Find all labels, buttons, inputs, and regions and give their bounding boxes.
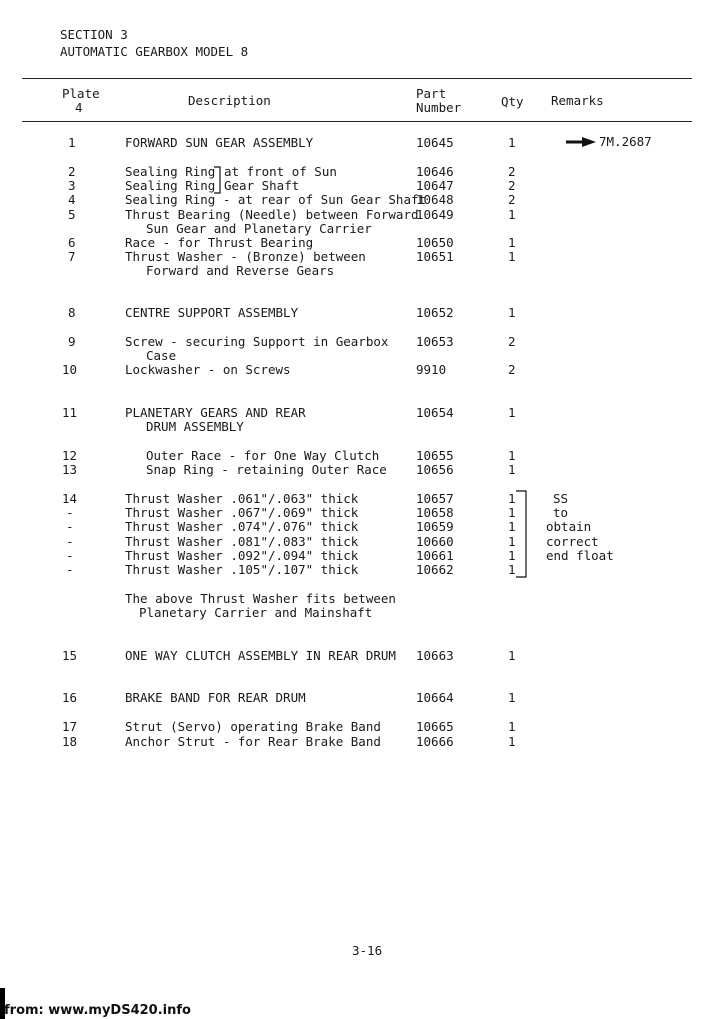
part-number: 10648 <box>416 192 454 207</box>
plate-no: 12 <box>62 448 78 463</box>
quantity: 1 <box>508 690 516 705</box>
plate-no: 5 <box>68 207 76 222</box>
quantity: 1 <box>508 405 516 420</box>
part-description: Sealing Ring <box>125 164 216 179</box>
part-number: 10658 <box>416 505 454 520</box>
part-description: Anchor Strut - for Rear Brake Band <box>125 734 381 749</box>
quantity: 2 <box>508 192 516 207</box>
quantity: 1 <box>508 548 516 563</box>
plate-no: 7 <box>68 249 76 264</box>
part-number: 10647 <box>416 178 454 193</box>
quantity: 2 <box>508 362 516 377</box>
plate-no: 1 <box>68 135 76 150</box>
plate-no: 14 <box>62 491 78 506</box>
part-number: 10653 <box>416 334 454 349</box>
quantity: 1 <box>508 734 516 749</box>
watermark: from: www.myDS420.info <box>4 1003 191 1018</box>
part-description: Thrust Bearing (Needle) between Forward <box>125 207 419 222</box>
part-description: Thrust Washer .105"/.107" thick <box>125 562 359 577</box>
part-description-continued: DRUM ASSEMBLY <box>146 419 244 434</box>
part-description: Thrust Washer .074"/.076" thick <box>125 519 359 534</box>
part-description: Lockwasher - on Screws <box>125 362 291 377</box>
note-line-2: Planetary Carrier and Mainshaft <box>139 605 373 620</box>
col-plate-number: 4 <box>75 100 83 115</box>
grouping-bracket <box>212 165 222 195</box>
part-description: Thrust Washer .081"/.083" thick <box>125 534 359 549</box>
part-description: Screw - securing Support in Gearbox <box>125 334 389 349</box>
part-description: ONE WAY CLUTCH ASSEMBLY IN REAR DRUM <box>125 648 396 663</box>
arrow-right-icon <box>566 137 596 147</box>
quantity: 1 <box>508 462 516 477</box>
plate-no: 13 <box>62 462 78 477</box>
part-number: 10663 <box>416 648 454 663</box>
part-description: CENTRE SUPPORT ASSEMBLY <box>125 305 299 320</box>
quantity: 1 <box>508 562 516 577</box>
plate-no: - <box>66 519 74 534</box>
part-description-continued: Case <box>146 348 177 363</box>
part-number: 10650 <box>416 235 454 250</box>
part-description: Snap Ring - retaining Outer Race <box>146 462 387 477</box>
part-description: Thrust Washer .061"/.063" thick <box>125 491 359 506</box>
part-number: 10652 <box>416 305 454 320</box>
part-number: 10649 <box>416 207 454 222</box>
part-number: 10645 <box>416 135 454 150</box>
part-description: PLANETARY GEARS AND REAR <box>125 405 306 420</box>
part-number: 10646 <box>416 164 454 179</box>
plate-no: - <box>66 534 74 549</box>
part-description-continued: Forward and Reverse Gears <box>146 263 335 278</box>
plate-no: - <box>66 505 74 520</box>
washer-group-bracket <box>514 489 528 581</box>
part-number: 10659 <box>416 519 454 534</box>
plate-no: 15 <box>62 648 78 663</box>
part-number: 10654 <box>416 405 454 420</box>
remark-reference: 7M.2687 <box>599 134 652 149</box>
quantity: 1 <box>508 719 516 734</box>
col-qty: Qty <box>501 94 524 109</box>
part-description: Thrust Washer - (Bronze) between <box>125 249 366 264</box>
part-description: BRAKE BAND FOR REAR DRUM <box>125 690 306 705</box>
part-description-note: at front of Sun <box>224 164 337 179</box>
col-part-label: Part <box>416 86 447 101</box>
plate-no: 4 <box>68 192 76 207</box>
washer-remark-line: to <box>553 505 569 520</box>
header-rule <box>22 121 692 122</box>
plate-no: 6 <box>68 235 76 250</box>
plate-no: 8 <box>68 305 76 320</box>
quantity: 2 <box>508 178 516 193</box>
quantity: 1 <box>508 519 516 534</box>
washer-remark-line: obtain <box>546 519 592 534</box>
part-number: 10655 <box>416 448 454 463</box>
part-description-note: Gear Shaft <box>224 178 300 193</box>
quantity: 2 <box>508 334 516 349</box>
part-number: 10656 <box>416 462 454 477</box>
quantity: 1 <box>508 505 516 520</box>
part-description: Outer Race - for One Way Clutch <box>146 448 380 463</box>
part-description: Sealing Ring <box>125 178 216 193</box>
quantity: 1 <box>508 648 516 663</box>
page-number: 3-16 <box>352 943 383 958</box>
quantity: 1 <box>508 207 516 222</box>
part-number: 9910 <box>416 362 447 377</box>
part-number: 10657 <box>416 491 454 506</box>
washer-remark-line: end float <box>546 548 614 563</box>
col-remarks: Remarks <box>551 93 604 108</box>
plate-no: 11 <box>62 405 78 420</box>
part-number: 10661 <box>416 548 454 563</box>
part-description-continued: Sun Gear and Planetary Carrier <box>146 221 372 236</box>
part-number: 10666 <box>416 734 454 749</box>
part-description: FORWARD SUN GEAR ASSEMBLY <box>125 135 314 150</box>
quantity: 1 <box>508 305 516 320</box>
part-number: 10651 <box>416 249 454 264</box>
washer-remark-line: SS <box>553 491 569 506</box>
quantity: 1 <box>508 448 516 463</box>
quantity: 1 <box>508 249 516 264</box>
note-line-1: The above Thrust Washer fits between <box>125 591 396 606</box>
quantity: 1 <box>508 135 516 150</box>
plate-no: - <box>66 562 74 577</box>
quantity: 2 <box>508 164 516 179</box>
plate-no: 9 <box>68 334 76 349</box>
part-number: 10660 <box>416 534 454 549</box>
washer-remark-line: correct <box>546 534 599 549</box>
plate-no: - <box>66 548 74 563</box>
col-description: Description <box>188 93 271 108</box>
plate-no: 16 <box>62 690 78 705</box>
part-description: Thrust Washer .067"/.069" thick <box>125 505 359 520</box>
top-rule <box>22 78 692 79</box>
part-description: Strut (Servo) operating Brake Band <box>125 719 381 734</box>
part-description: Sealing Ring - at rear of Sun Gear Shaft <box>125 192 427 207</box>
part-number: 10662 <box>416 562 454 577</box>
col-plate-label: Plate <box>62 86 100 101</box>
part-description: Race - for Thrust Bearing <box>125 235 314 250</box>
plate-no: 2 <box>68 164 76 179</box>
plate-no: 18 <box>62 734 78 749</box>
quantity: 1 <box>508 534 516 549</box>
plate-no: 3 <box>68 178 76 193</box>
col-part-number: Number <box>416 100 462 115</box>
part-description: Thrust Washer .092"/.094" thick <box>125 548 359 563</box>
plate-no: 17 <box>62 719 78 734</box>
plate-no: 10 <box>62 362 78 377</box>
quantity: 1 <box>508 491 516 506</box>
document-title: AUTOMATIC GEARBOX MODEL 8 <box>60 44 249 59</box>
quantity: 1 <box>508 235 516 250</box>
part-number: 10664 <box>416 690 454 705</box>
part-number: 10665 <box>416 719 454 734</box>
section-title: SECTION 3 <box>60 27 128 42</box>
